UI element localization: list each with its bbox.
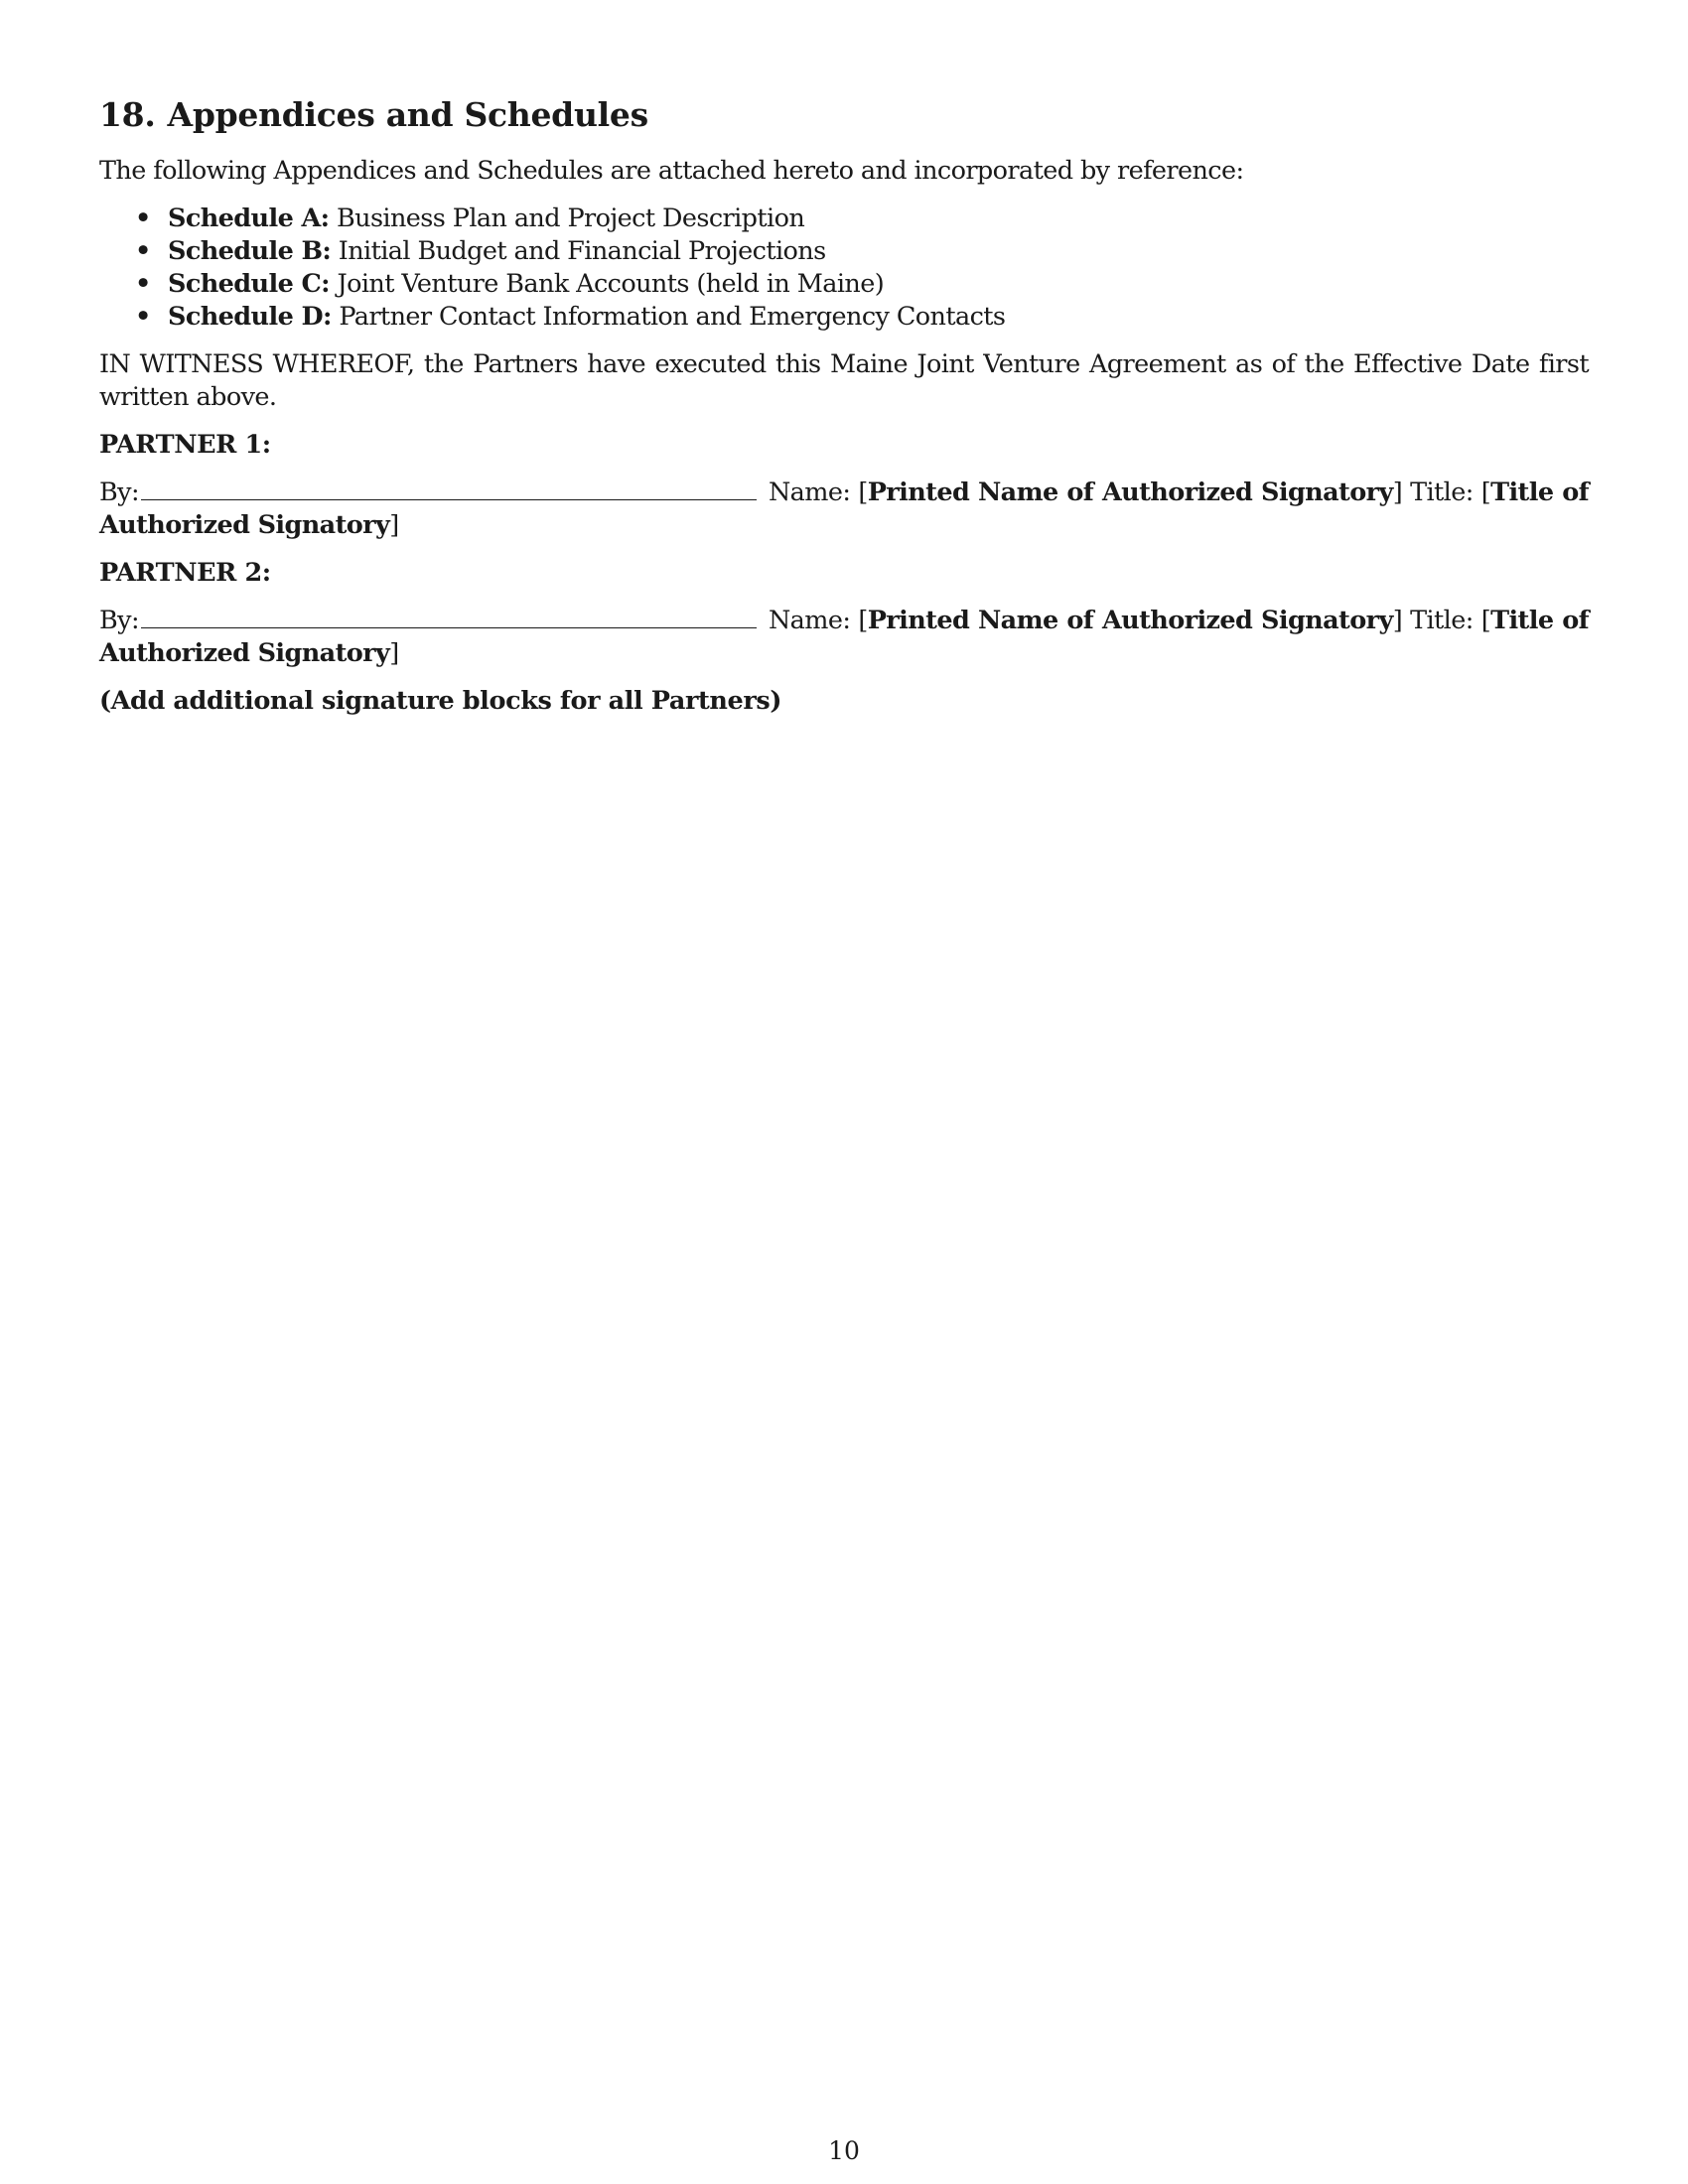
partner-1-signature-block: By: Name: [Printed Name of Authorized Signatory] Title: [Title of Authorized Signatory] bbox=[99, 478, 1590, 540]
schedule-text: Partner Contact Information and Emergency Contacts bbox=[339, 302, 1006, 332]
title-placeholder: Title of Authorized Signatory bbox=[99, 478, 1590, 540]
by-label: By: bbox=[99, 478, 139, 507]
witness-clause: IN WITNESS WHEREOF, the Partners have executed this Maine Joint Venture Agreement as of the Effective Date first written above. bbox=[99, 349, 1589, 412]
partner-2-signature-block: By: Name: [Printed Name of Authorized Signatory] Title: [Title of Authorized Signatory] bbox=[99, 606, 1590, 668]
schedule-item bbox=[135, 268, 1589, 301]
schedule-label: Schedule C: bbox=[168, 269, 330, 299]
bullet-icon: • bbox=[135, 236, 151, 266]
title-label: Title: bbox=[1410, 478, 1474, 507]
page-number: 10 bbox=[828, 2136, 860, 2165]
signature-line[interactable] bbox=[141, 604, 757, 628]
schedule-item bbox=[135, 203, 1589, 235]
title-label: Title: bbox=[1410, 606, 1474, 635]
name-label: Name: bbox=[768, 478, 851, 507]
schedule-text: Joint Venture Bank Accounts (held in Maine) bbox=[337, 269, 885, 299]
schedule-list bbox=[99, 203, 1589, 334]
bullet-icon: • bbox=[135, 269, 151, 299]
name-placeholder: Printed Name of Authorized Signatory bbox=[867, 478, 1393, 507]
section-number: 18. bbox=[99, 95, 156, 134]
name-label: Name: bbox=[768, 606, 851, 635]
schedule-text: Initial Budget and Financial Projections bbox=[338, 236, 826, 266]
additional-signatures-note: (Add additional signature blocks for all Partners) bbox=[99, 686, 782, 716]
schedule-item bbox=[135, 235, 1589, 268]
schedule-text: Business Plan and Project Description bbox=[336, 204, 805, 233]
by-label: By: bbox=[99, 606, 139, 635]
bullet-icon: • bbox=[135, 302, 151, 332]
schedule-item bbox=[135, 301, 1589, 334]
schedule-label: Schedule B: bbox=[168, 236, 332, 266]
schedule-label: Schedule D: bbox=[168, 302, 332, 332]
schedule-label: Schedule A: bbox=[168, 204, 330, 233]
section-title: Appendices and Schedules bbox=[167, 95, 648, 134]
section-heading bbox=[99, 93, 1589, 137]
document-page bbox=[99, 93, 1589, 718]
partner-2-heading: PARTNER 2: bbox=[99, 558, 271, 588]
name-placeholder: Printed Name of Authorized Signatory bbox=[867, 606, 1393, 635]
partner-1-heading: PARTNER 1: bbox=[99, 430, 271, 460]
signature-line[interactable] bbox=[141, 476, 757, 500]
section-intro: The following Appendices and Schedules are attached hereto and incorporated by reference: bbox=[99, 156, 1244, 186]
title-placeholder: Title of Authorized Signatory bbox=[99, 606, 1590, 668]
bullet-icon: • bbox=[135, 204, 151, 233]
